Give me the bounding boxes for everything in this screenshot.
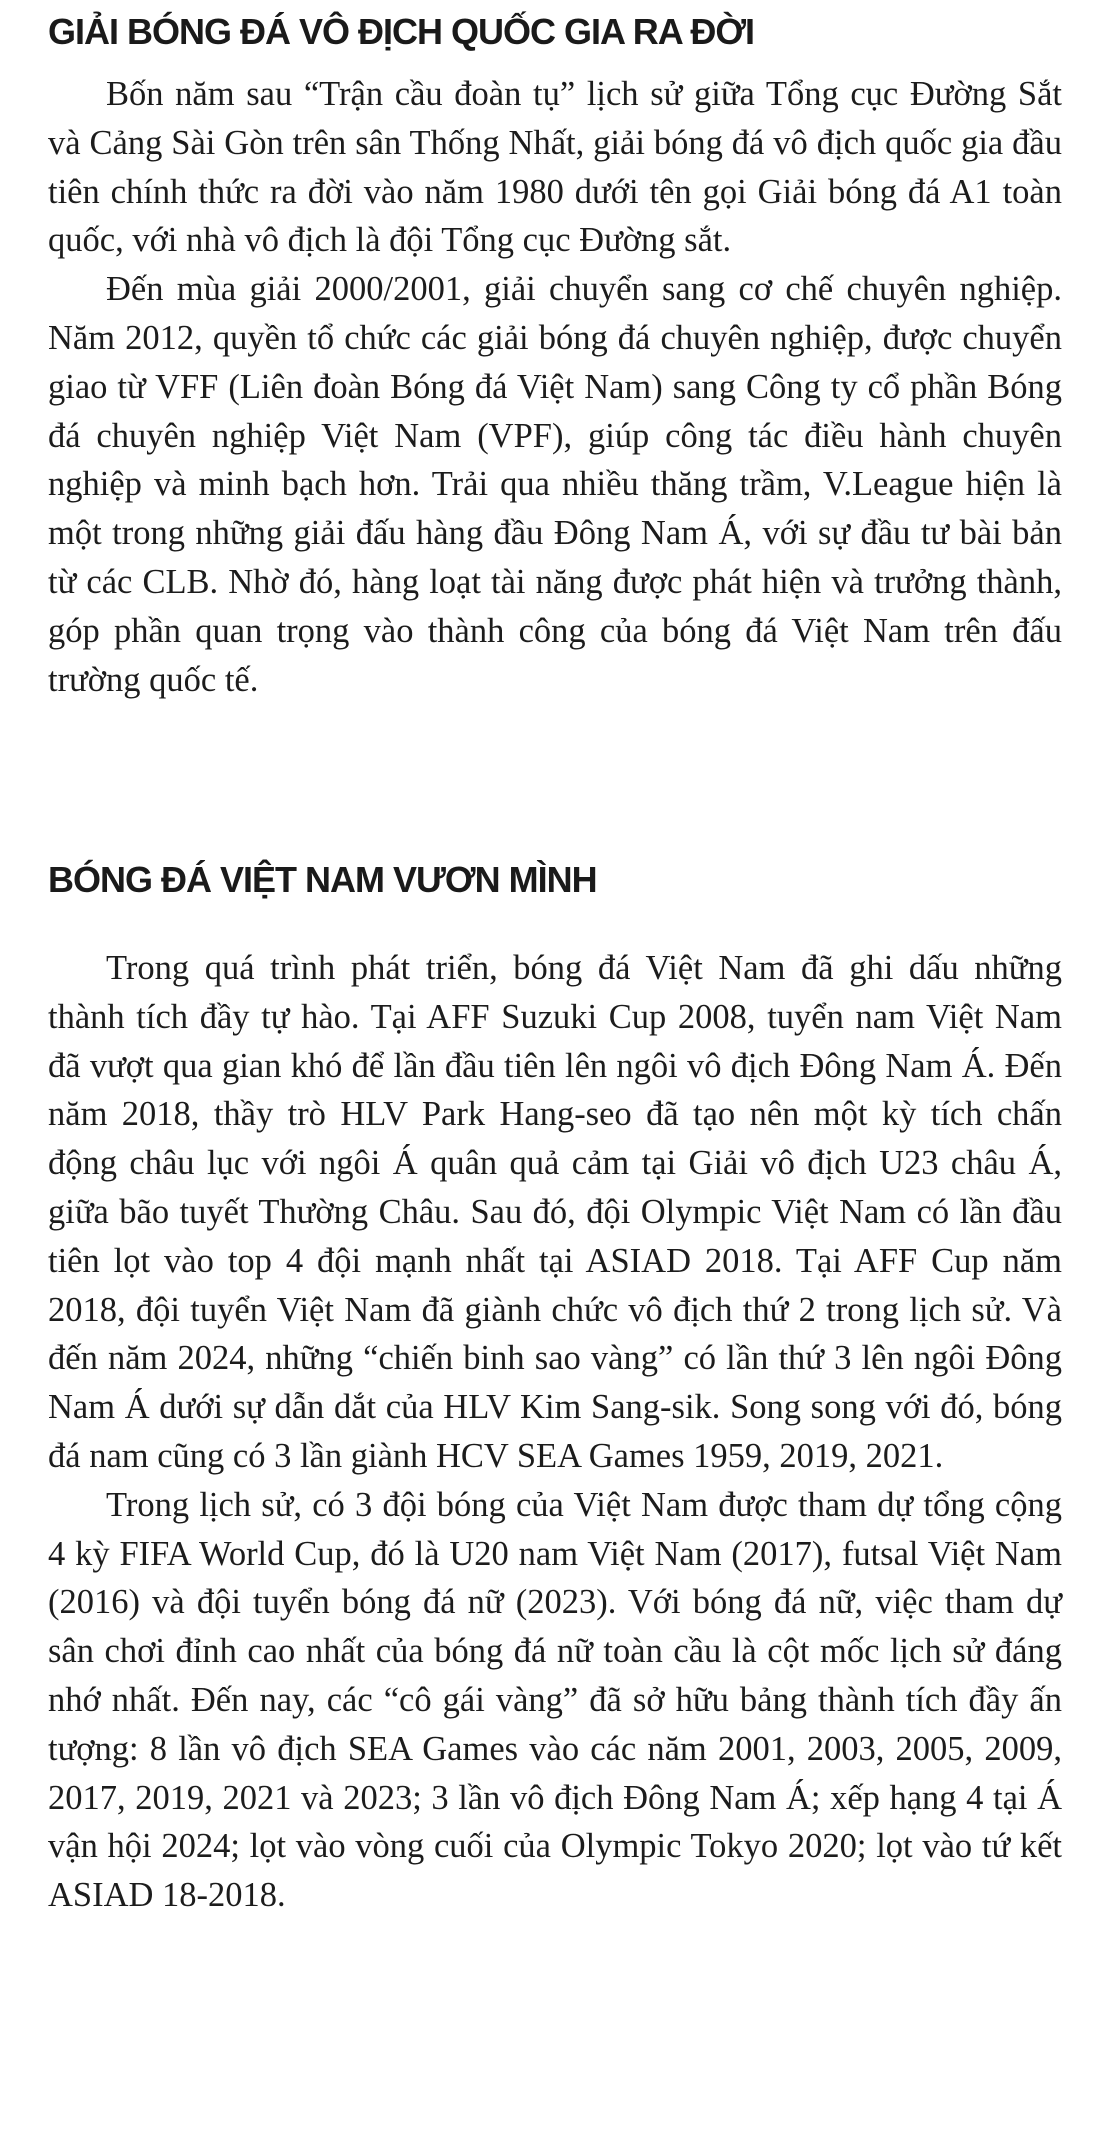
section-body-rise — [48, 944, 1062, 1920]
section-body-national-league — [48, 70, 1062, 704]
paragraph: Trong quá trình phát triển, bóng đá Việt Nam đã ghi dấu những thành tích đầy tự hào. Tại AFF Suzuki Cup 2008, tuyển nam Việt Nam đã vượt qua gian khó để lần đầu tiên lên ngôi vô địch Đông Nam Á. Đến năm 2018, thầy trò HLV Park Hang-seo đã tạo nên một kỳ tích chấn động châu lục với ngôi Á quân quả cảm tại Giải vô địch U23 châu Á, giữa bão tuyết Thường Châu. Sau đó, đội Olympic Việt Nam có lần đầu tiên lọt vào top 4 đội mạnh nhất tại ASIAD 2018. Tại AFF Cup năm 2018, đội tuyển Việt Nam đã giành chức vô địch thứ 2 trong lịch sử. Và đến năm 2024, những “chiến binh sao vàng” có lần thứ 3 lên ngôi Đông Nam Á dưới sự dẫn dắt của HLV Kim Sang-sik. Song song với đó, bóng đá nam cũng có 3 lần giành HCV SEA Games 1959, 2019, 2021. — [48, 949, 1062, 1475]
paragraph: Trong lịch sử, có 3 đội bóng của Việt Nam được tham dự tổng cộng 4 kỳ FIFA World Cup, đó là U20 nam Việt Nam (2017), futsal Việt Nam (2016) và đội tuyển bóng đá nữ (2023). Với bóng đá nữ, việc tham dự sân chơi đỉnh cao nhất của bóng đá nữ toàn cầu là cột mốc lịch sử đáng nhớ nhất. Đến nay, các “cô gái vàng” đã sở hữu bảng thành tích đầy ấn tượng: 8 lần vô địch SEA Games vào các năm 2001, 2003, 2005, 2009, 2017, 2019, 2021 và 2023; 3 lần vô địch Đông Nam Á; xếp hạng 4 tại Á vận hội 2024; lọt vào vòng cuối của Olympic Tokyo 2020; lọt vào tứ kết ASIAD 18-2018. — [48, 1485, 1062, 1915]
paragraph: Đến mùa giải 2000/2001, giải chuyển sang cơ chế chuyên nghiệp. Năm 2012, quyền tổ chức các giải bóng đá chuyên nghiệp, được chuyển giao từ VFF (Liên đoàn Bóng đá Việt Nam) sang Công ty cổ phần Bóng đá chuyên nghiệp Việt Nam (VPF), giúp công tác điều hành chuyên nghiệp và minh bạch hơn. Trải qua nhiều thăng trầm, V.League hiện là một trong những giải đấu hàng đầu Đông Nam Á, với sự đầu tư bài bản từ các CLB. Nhờ đó, hàng loạt tài năng được phát hiện và trưởng thành, góp phần quan trọng vào thành công của bóng đá Việt Nam trên đấu trường quốc tế. — [48, 270, 1062, 699]
paragraph: Bốn năm sau “Trận cầu đoàn tụ” lịch sử giữa Tổng cục Đường Sắt và Cảng Sài Gòn trên sân Thống Nhất, giải bóng đá vô địch quốc gia đầu tiên chính thức ra đời vào năm 1980 dưới tên gọi Giải bóng đá A1 toàn quốc, với nhà vô địch là đội Tổng cục Đường sắt. — [48, 75, 1062, 260]
section-heading-national-league: GIẢI BÓNG ĐÁ VÔ ĐỊCH QUỐC GIA RA ĐỜI — [48, 11, 755, 52]
section-heading-rise: BÓNG ĐÁ VIỆT NAM VƯƠN MÌNH — [48, 859, 597, 900]
